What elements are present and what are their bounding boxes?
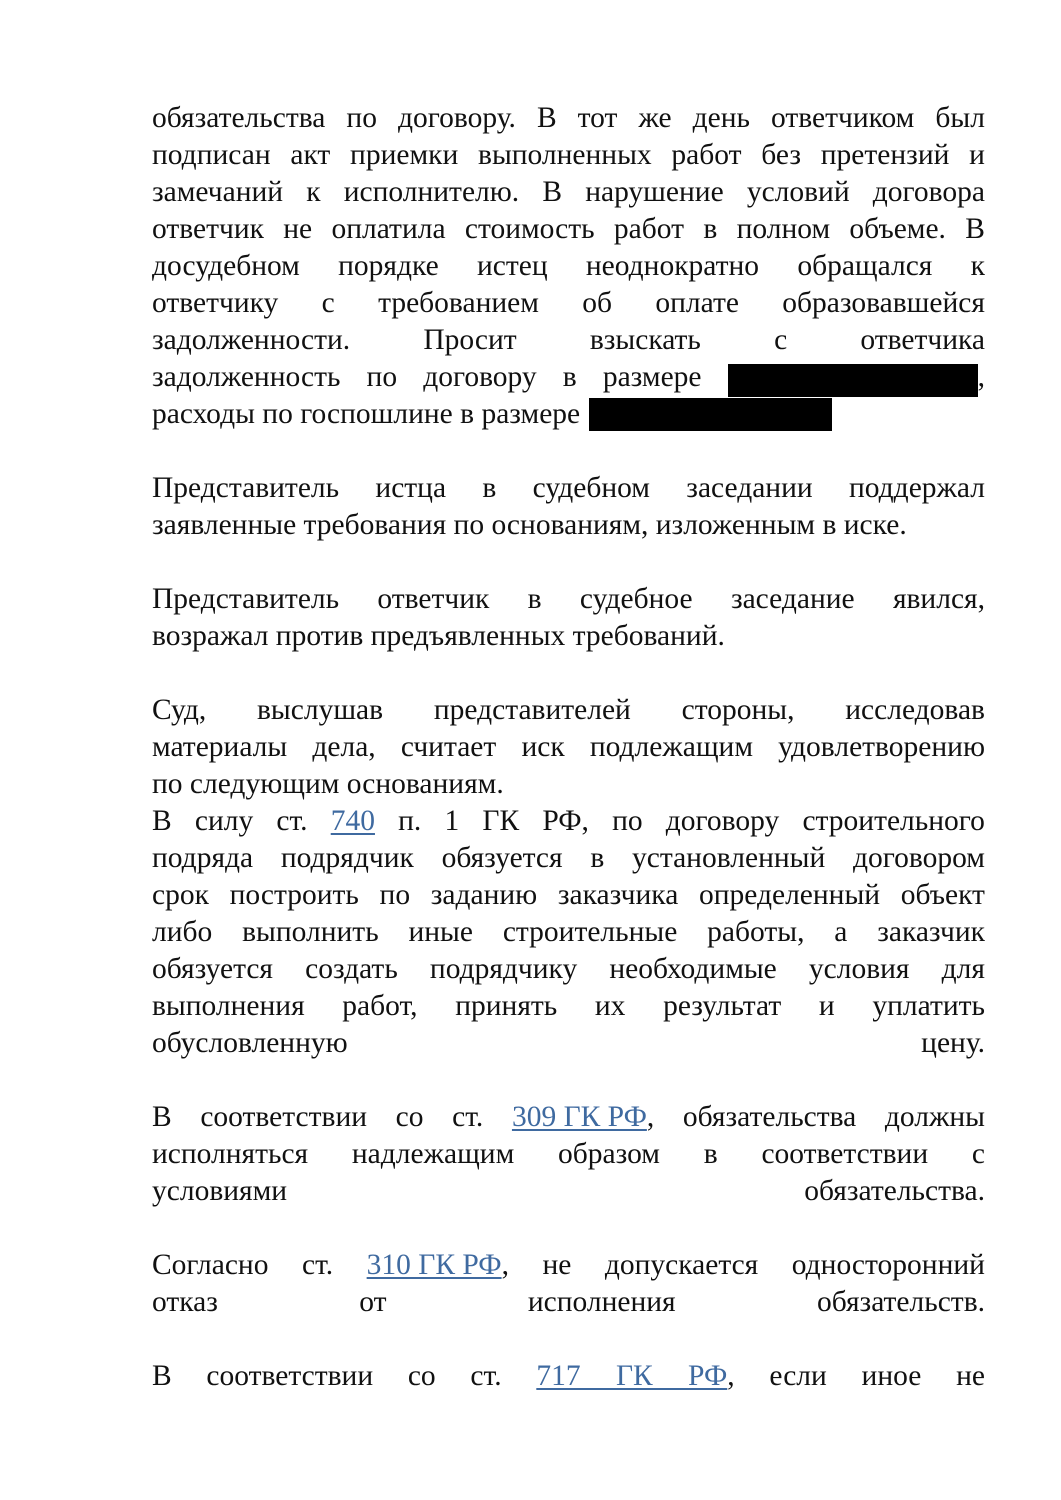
word: надлежащим bbox=[351, 1138, 515, 1170]
word: размере bbox=[602, 361, 702, 393]
paragraph-article-310 bbox=[152, 1247, 985, 1321]
word: , bbox=[727, 1360, 735, 1392]
text-line bbox=[152, 1136, 985, 1173]
word: к bbox=[970, 250, 985, 282]
text-line bbox=[152, 359, 985, 396]
word: для bbox=[941, 953, 985, 985]
word: об bbox=[582, 287, 613, 319]
word: принять bbox=[455, 990, 558, 1022]
word: не bbox=[542, 1249, 572, 1281]
paragraph-gap bbox=[152, 544, 985, 581]
word: в bbox=[562, 361, 577, 393]
word: в bbox=[703, 1138, 718, 1170]
word: договора bbox=[872, 176, 985, 208]
word: обращался bbox=[797, 250, 933, 282]
word: иные bbox=[408, 916, 473, 948]
word: судебное bbox=[579, 583, 693, 615]
word: односторонний bbox=[791, 1249, 985, 1281]
word: строительные bbox=[502, 916, 678, 948]
word: поддержал bbox=[848, 472, 985, 504]
word: со bbox=[407, 1360, 436, 1392]
text-line bbox=[152, 1284, 985, 1321]
text-line bbox=[152, 766, 985, 803]
word: акт bbox=[290, 139, 331, 171]
word: в bbox=[482, 472, 497, 504]
word: заказчика bbox=[557, 879, 679, 911]
word: представителей bbox=[433, 694, 631, 726]
word: работы, bbox=[707, 916, 805, 948]
word: договору bbox=[665, 805, 780, 837]
word: выполненных bbox=[478, 139, 652, 171]
word: построить bbox=[229, 879, 359, 911]
word: а bbox=[834, 916, 848, 948]
word: обязательств. bbox=[816, 1286, 985, 1318]
word: не bbox=[283, 213, 313, 245]
paragraph-article-309 bbox=[152, 1099, 985, 1210]
word: же bbox=[638, 102, 672, 134]
paragraph-gap bbox=[152, 1321, 985, 1358]
word: ст. bbox=[301, 1249, 334, 1281]
word: ст. bbox=[452, 1101, 484, 1133]
word: заказчик bbox=[877, 916, 985, 948]
word: подлежащим bbox=[589, 731, 753, 763]
word: обязательства. bbox=[804, 1175, 985, 1207]
text-line bbox=[152, 692, 985, 729]
word: оплатила bbox=[331, 213, 446, 245]
word: строительного bbox=[802, 805, 985, 837]
word: ГК bbox=[482, 805, 520, 837]
paragraph-plaintiff-rep bbox=[152, 470, 985, 544]
paragraph-gap bbox=[152, 655, 985, 692]
paragraph-gap bbox=[152, 433, 985, 470]
word: условий bbox=[746, 176, 850, 208]
word: уплатить bbox=[872, 990, 985, 1022]
word: приемки bbox=[350, 139, 459, 171]
paragraph-article-717 bbox=[152, 1358, 985, 1395]
word: установленный bbox=[631, 842, 826, 874]
word: иск bbox=[521, 731, 565, 763]
word: объект bbox=[900, 879, 985, 911]
word: договору. bbox=[398, 102, 516, 134]
word: претензий bbox=[820, 139, 950, 171]
word: заданию bbox=[430, 879, 538, 911]
word: объеме. bbox=[849, 213, 946, 245]
word: либо bbox=[152, 916, 213, 948]
word: требованием bbox=[378, 287, 539, 319]
paragraph-claim bbox=[152, 100, 985, 433]
word: к bbox=[306, 176, 321, 208]
word: силу bbox=[194, 805, 254, 837]
word: задолженности. bbox=[152, 324, 351, 356]
text-line bbox=[152, 1099, 985, 1136]
word: с bbox=[774, 324, 788, 356]
word: цену. bbox=[921, 1027, 985, 1059]
word: без bbox=[761, 139, 802, 171]
word: истца bbox=[375, 472, 447, 504]
text-line bbox=[152, 729, 985, 766]
text-line bbox=[152, 396, 985, 433]
text-line bbox=[152, 248, 985, 285]
word: обусловленную bbox=[152, 1027, 348, 1059]
text-line bbox=[152, 1247, 985, 1284]
word: В bbox=[536, 102, 557, 134]
word: обязуется bbox=[441, 842, 563, 874]
word: В bbox=[152, 1101, 172, 1133]
word: оплате bbox=[655, 287, 739, 319]
word: замечаний bbox=[152, 176, 284, 208]
word: образовавшейся bbox=[782, 287, 985, 319]
word: соответствии bbox=[206, 1360, 374, 1392]
redaction-block bbox=[589, 398, 832, 431]
word: исполняться bbox=[152, 1138, 309, 1170]
word: выполнить bbox=[242, 916, 379, 948]
word: определенный bbox=[698, 879, 881, 911]
word: Согласно bbox=[152, 1249, 269, 1281]
text-line bbox=[152, 988, 985, 1025]
word: по bbox=[379, 879, 411, 911]
word: образом bbox=[558, 1138, 660, 1170]
word: подписан bbox=[152, 139, 271, 171]
word: В bbox=[542, 176, 563, 208]
text-line bbox=[152, 581, 985, 618]
word: заседание bbox=[730, 583, 855, 615]
word: необходимые bbox=[609, 953, 777, 985]
article-740-link[interactable]: 740 bbox=[330, 805, 375, 837]
word: стоимость bbox=[464, 213, 595, 245]
text-line bbox=[152, 803, 985, 840]
word: подряда bbox=[152, 842, 254, 874]
word: порядке bbox=[338, 250, 439, 282]
word: договору bbox=[423, 361, 537, 393]
word: допускается bbox=[604, 1249, 759, 1281]
word: ответчику bbox=[152, 287, 279, 319]
word: В bbox=[152, 1360, 172, 1392]
article-310-link[interactable]: 310 ГК РФ bbox=[366, 1249, 502, 1281]
paragraph-gap bbox=[152, 1062, 985, 1099]
word: по bbox=[366, 361, 398, 393]
word: с bbox=[971, 1138, 985, 1170]
word: по bbox=[346, 102, 377, 134]
word: В bbox=[152, 805, 172, 837]
paragraph-court bbox=[152, 692, 985, 803]
word: создать bbox=[305, 953, 398, 985]
word: 1 bbox=[444, 805, 460, 837]
word: условия bbox=[808, 953, 910, 985]
word: и bbox=[818, 990, 835, 1022]
word: исследовав bbox=[845, 694, 985, 726]
word: ответчиком bbox=[771, 102, 915, 134]
word: исполнителю. bbox=[343, 176, 520, 208]
word: ответчик bbox=[377, 583, 490, 615]
text-line bbox=[152, 322, 985, 359]
word: условиями bbox=[152, 1175, 288, 1207]
word: подрядчику bbox=[429, 953, 578, 985]
word: был bbox=[935, 102, 985, 134]
word: ответчик bbox=[152, 213, 264, 245]
word: соответствии bbox=[200, 1101, 368, 1133]
word: если bbox=[769, 1360, 827, 1392]
word: выполнения bbox=[152, 990, 305, 1022]
text-line bbox=[152, 1358, 985, 1395]
word: срок bbox=[152, 879, 209, 911]
text-line bbox=[152, 877, 985, 914]
word: задолженность bbox=[152, 361, 341, 393]
word: удовлетворению bbox=[778, 731, 985, 763]
word: взыскать bbox=[589, 324, 701, 356]
word: со bbox=[395, 1101, 424, 1133]
word: обязуется bbox=[152, 953, 273, 985]
document-page bbox=[152, 100, 985, 1395]
word: Представитель bbox=[152, 472, 340, 504]
word: п. bbox=[398, 805, 422, 837]
text-line bbox=[152, 507, 985, 544]
word: в bbox=[527, 583, 542, 615]
word: с bbox=[321, 287, 335, 319]
word: материалы bbox=[152, 731, 288, 763]
article-309-link[interactable]: 309 ГК РФ bbox=[511, 1101, 647, 1133]
word: исполнения bbox=[527, 1286, 676, 1318]
word: , bbox=[977, 361, 985, 393]
word: обязательства bbox=[682, 1101, 857, 1133]
word: результат bbox=[663, 990, 782, 1022]
text-line bbox=[152, 840, 985, 877]
redaction-block bbox=[728, 364, 978, 397]
text-line bbox=[152, 1025, 985, 1062]
article-717-link[interactable]: 717 ГК РФ bbox=[536, 1360, 728, 1392]
word: ст. bbox=[470, 1360, 502, 1392]
text-line bbox=[152, 137, 985, 174]
word: день bbox=[692, 102, 750, 134]
word: их bbox=[594, 990, 626, 1022]
word: заседании bbox=[686, 472, 813, 504]
word: и bbox=[969, 139, 985, 171]
word: явился, bbox=[892, 583, 985, 615]
text-line bbox=[152, 100, 985, 137]
word: нарушение bbox=[585, 176, 724, 208]
line-text: возражал против предъявленных требований. bbox=[152, 620, 725, 652]
line-text: заявленные требования по основаниям, изложенным в иске. bbox=[152, 509, 907, 541]
text-line bbox=[152, 174, 985, 211]
word: выслушав bbox=[257, 694, 384, 726]
line-text: по следующим основаниям. bbox=[152, 768, 504, 800]
paragraph-defendant-rep bbox=[152, 581, 985, 655]
word: судебном bbox=[532, 472, 650, 504]
word: отказ bbox=[152, 1286, 218, 1318]
word: не bbox=[956, 1360, 985, 1392]
word: работ, bbox=[342, 990, 418, 1022]
text-line bbox=[152, 285, 985, 322]
word: соответствии bbox=[761, 1138, 929, 1170]
word: в bbox=[703, 213, 718, 245]
line-text: расходы по госпошлине в размере bbox=[152, 398, 581, 430]
word: Представитель bbox=[152, 583, 340, 615]
word: досудебном bbox=[152, 250, 300, 282]
word: неоднократно bbox=[585, 250, 760, 282]
word: дела, bbox=[312, 731, 376, 763]
word: Суд, bbox=[152, 694, 207, 726]
text-line bbox=[152, 914, 985, 951]
word: Просит bbox=[423, 324, 517, 356]
word: от bbox=[359, 1286, 387, 1318]
word: иное bbox=[861, 1360, 922, 1392]
word: считает bbox=[400, 731, 497, 763]
word: , bbox=[646, 1101, 655, 1133]
word: ст. bbox=[276, 805, 308, 837]
word: РФ, bbox=[542, 805, 589, 837]
word: должны bbox=[884, 1101, 985, 1133]
paragraph-gap bbox=[152, 1210, 985, 1247]
word: тот bbox=[577, 102, 618, 134]
word: подрядчик bbox=[280, 842, 414, 874]
text-line bbox=[152, 470, 985, 507]
text-line bbox=[152, 618, 985, 655]
word: ответчика bbox=[860, 324, 985, 356]
text-line bbox=[152, 1173, 985, 1210]
text-line bbox=[152, 211, 985, 248]
paragraph-article-740 bbox=[152, 803, 985, 1062]
word: В bbox=[965, 213, 985, 245]
word: по bbox=[612, 805, 643, 837]
word: обязательства bbox=[152, 102, 326, 134]
word: договором bbox=[852, 842, 985, 874]
word: истец bbox=[476, 250, 548, 282]
word: , bbox=[501, 1249, 509, 1281]
word: полном bbox=[736, 213, 831, 245]
word: работ bbox=[671, 139, 742, 171]
word: в bbox=[590, 842, 605, 874]
text-line bbox=[152, 951, 985, 988]
word: стороны, bbox=[681, 694, 795, 726]
word: работ bbox=[613, 213, 685, 245]
